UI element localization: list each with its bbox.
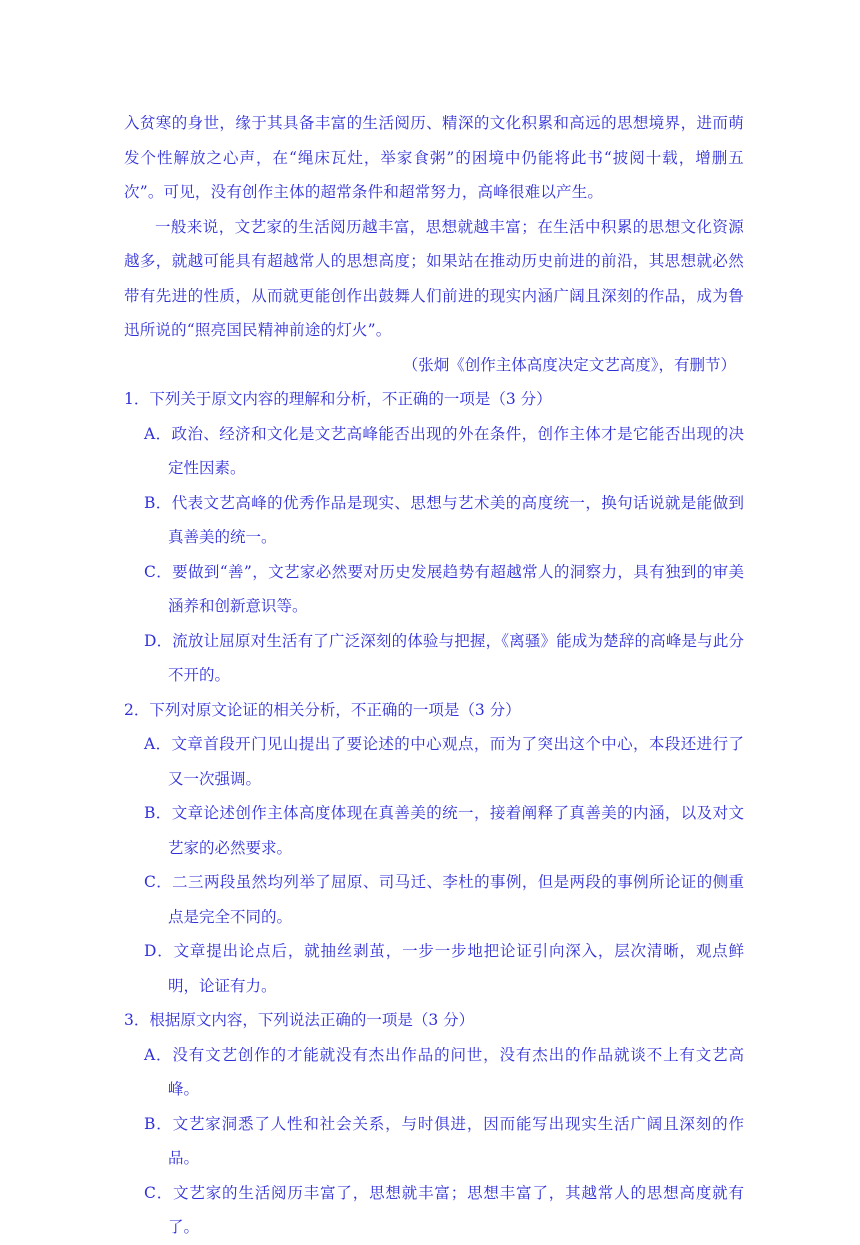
option-b: B．文艺家洞悉了人性和社会关系，与时俱进，因而能写出现实生活广阔且深刻的作品。 bbox=[144, 1114, 744, 1167]
option-d: D．流放让屈原对生活有了广泛深刻的体验与把握，《离骚》能成为楚辞的高峰是与此分不开的。 bbox=[144, 631, 744, 684]
question-stem: 1．下列关于原文内容的理解和分析，不正确的一项是（3 分） bbox=[124, 390, 552, 408]
question-2 bbox=[124, 693, 744, 1004]
question-stem: 3．根据原文内容，下列说法正确的一项是（3 分） bbox=[124, 1011, 475, 1029]
question-stem: 2．下列对原文论证的相关分析，不正确的一项是（3 分） bbox=[124, 700, 521, 719]
passage-paragraph-2: 一般来说，文艺家的生活阅历越丰富，思想就越丰富；在生活中积累的思想文化资源越多，就越可能具有超越常人的思想高度；如果站在推动历史前进的前沿，其思想就必然带有先进的性质，从而就更能创作出鼓舞人们前进的现实内涵广阔且深刻的作品，成为鲁迅所说的“照亮国民精神前途的灯火”。 bbox=[124, 217, 744, 339]
option-d: D．文章提出论点后，就抽丝剥茧，一步一步地把论证引向深入，层次清晰，观点鲜明，论证有力。 bbox=[144, 942, 744, 995]
document-content bbox=[124, 106, 744, 1245]
option-c: C．要做到“善”，文艺家必然要对历史发展趋势有超越常人的洞察力，具有独到的审美涵养和创新意识等。 bbox=[144, 562, 744, 615]
option-c: C．二三两段虽然均列举了屈原、司马迁、李杜的事例，但是两段的事例所论证的侧重点是完全不同的。 bbox=[144, 873, 744, 926]
option-a: A．没有文艺创作的才能就没有杰出作品的问世，没有杰出的作品就谈不上有文艺高峰。 bbox=[144, 1045, 744, 1098]
option-a: A．文章首段开门见山提出了要论述的中心观点，而为了突出这个中心，本段还进行了又一次强调。 bbox=[144, 735, 744, 788]
option-a: A．政治、经济和文化是文艺高峰能否出现的外在条件，创作主体才是它能否出现的决定性因素。 bbox=[144, 424, 744, 477]
question-1 bbox=[124, 382, 744, 693]
passage-source: （张炯《创作主体高度决定文艺高度》，有删节） bbox=[402, 355, 736, 374]
question-3 bbox=[124, 1003, 744, 1245]
question-options bbox=[124, 1038, 744, 1245]
question-options bbox=[124, 727, 744, 1003]
passage-paragraph-1: 入贫寒的身世，缘于其具备丰富的生活阅历、精深的文化积累和高远的思想境界，进而萌发个性解放之心声，在“绳床瓦灶，举家食粥”的困境中仍能将此书“披阅十载，增删五次”。可见，没有创作主体的超常条件和超常努力，高峰很难以产生。 bbox=[124, 114, 744, 201]
option-b: B．文章论述创作主体高度体现在真善美的统一，接着阐释了真善美的内涵，以及对文艺家的必然要求。 bbox=[144, 804, 744, 857]
option-c: C．文艺家的生活阅历丰富了，思想就丰富；思想丰富了，其越常人的思想高度就有了。 bbox=[144, 1183, 744, 1236]
option-b: B．代表文艺高峰的优秀作品是现实、思想与艺术美的高度统一，换句话说就是能做到真善美的统一。 bbox=[144, 493, 744, 546]
question-options bbox=[124, 417, 744, 693]
